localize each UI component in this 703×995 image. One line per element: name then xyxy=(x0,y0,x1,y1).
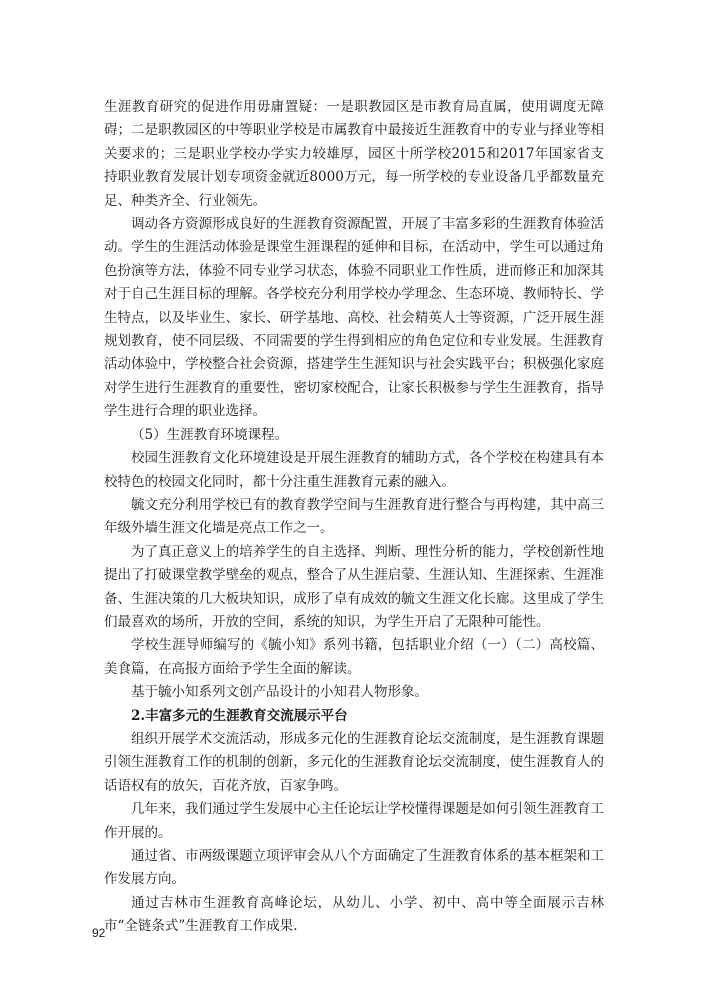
section-heading: 2.丰富多元的生涯教育交流展示平台 xyxy=(131,707,348,724)
page-number: 92 xyxy=(92,926,106,940)
document-body xyxy=(104,96,604,939)
paragraph: 生涯教育研究的促进作用毋庸置疑：一是职教园区是市教育局直属，使用调度无障碍；二是职教园区的中等职业学校是市属教育中最接近生涯教育中的专业与择业等相关要求的；三是职业学校办学实力较雄厚，园区十所学校2015和2017年国家省支持职业教育发展计划专项资金就近8000万元，每一所学校的专业设备几乎都数量充足、种类齐全、行业领先。 xyxy=(104,99,604,209)
paragraph: 毓文充分利用学校已有的教育教学空间与生涯教育进行整合与再构建，其中高三年级外墙生涯文化墙是亮点工作之一。 xyxy=(104,496,604,537)
paragraph: 为了真正意义上的培养学生的自主选择、判断、理性分析的能力，学校创新性地提出了打破课堂教学壁垒的观点，整合了从生涯启蒙、生涯认知、生涯探索、生涯准备、生涯决策的几大板块知识，成形了卓有成效的毓文生涯文化长廊。这里成了学生们最喜欢的场所，开放的空间，系统的知识，为学生开启了无限种可能性。 xyxy=(104,543,604,630)
section-subheading: （5）生涯教育环境课程。 xyxy=(131,426,289,443)
paragraph: 几年来，我们通过学生发展中心主任论坛让学校懂得课题是如何引领生涯教育工作开展的。 xyxy=(104,801,604,841)
paragraph: 校园生涯教育文化环境建设是开展生涯教育的辅助方式，各个学校在构建具有本校特色的校园文化同时，都十分注重生涯教育元素的融入。 xyxy=(104,450,604,490)
paragraph: 通过吉林市生涯教育高峰论坛，从幼儿、小学、初中、高中等全面展示吉林市“全链条式”生涯教育工作成果. xyxy=(104,894,604,935)
paragraph: 调动各方资源形成良好的生涯教育资源配置，开展了丰富多彩的生涯教育体验活动。学生的生涯活动体验是课堂生涯课程的延伸和目标，在活动中，学生可以通过角色扮演等方法，体验不同专业学习状态，体验不同职业工作性质，进而修正和加深其对于自己生涯目标的理解。各学校充分利用学校办学理念、生态环境、教师特长、学生特点，以及毕业生、家长、研学基地、高校、社会精英人士等资源，广泛开展生涯规划教育，使不同层级、不同需要的学生得到相应的角色定位和专业发展。生涯教育活动体验中，学校整合社会资源，搭建学生生涯知识与社会实践平台；积极强化家庭对学生进行生涯教育的重要性，密切家校配合，让家长积极参与学生生涯教育，指导学生进行合理的职业选择。 xyxy=(104,216,604,420)
paragraph: 学校生涯导师编写的《毓小知》系列书籍，包括职业介绍（一）（二）高校篇、美食篇，在高报方面给予学生全面的解读。 xyxy=(104,637,604,677)
paragraph: 基于毓小知系列文创产品设计的小知君人物形象。 xyxy=(131,684,428,701)
paragraph: 组织开展学术交流活动，形成多元化的生涯教育论坛交流制度，是生涯教育课题引领生涯教育工作的机制的创新，多元化的生涯教育论坛交流制度，使生涯教育人的话语权有的放矢，百花齐放，百家争鸣。 xyxy=(104,730,604,794)
paragraph: 通过省、市两级课题立项评审会从八个方面确定了生涯教育体系的基本框架和工作发展方向。 xyxy=(104,848,604,888)
